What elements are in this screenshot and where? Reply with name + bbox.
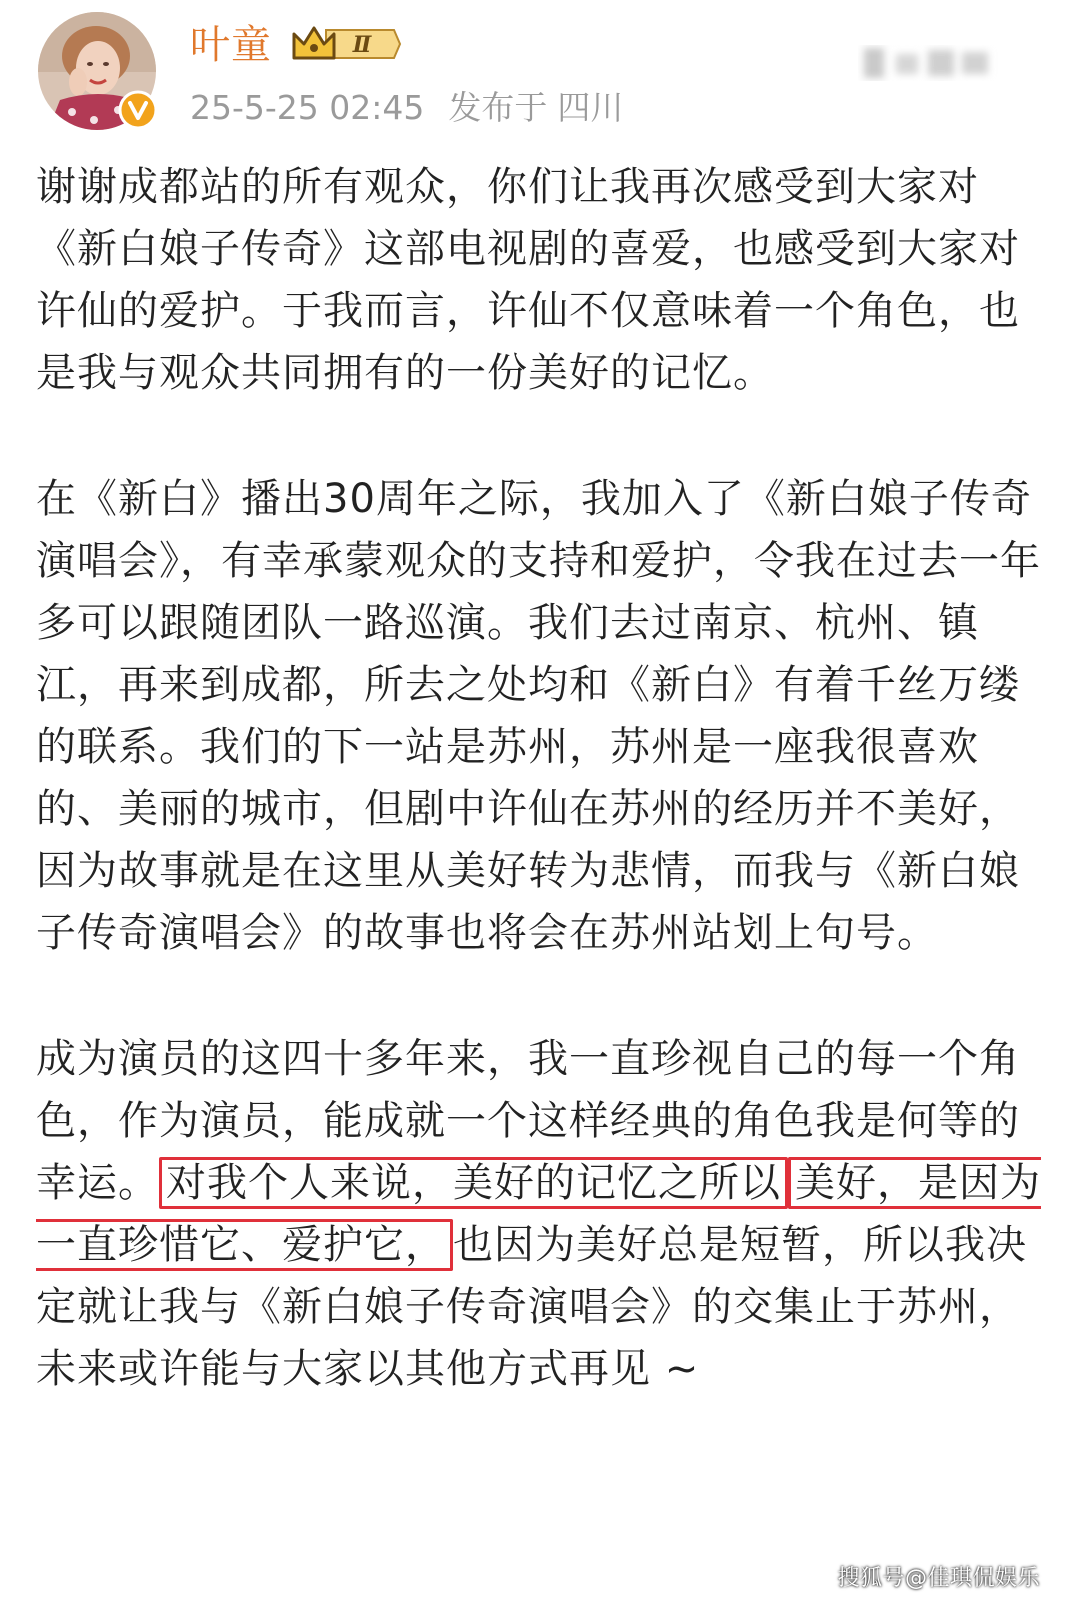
vip-level: Ⅱ xyxy=(352,32,372,58)
post-timestamp: 25-5-25 02:45 xyxy=(190,88,425,127)
crown-vip-icon[interactable] xyxy=(290,22,402,66)
paragraph-3-outro: 也因为美好总是短暂，所以我决定就让我与《新白娘子传奇演唱会》的交集止于苏州，未来或许能与大家以其他方式再见 ~ xyxy=(36,1222,1027,1392)
follow-button-blurred[interactable] xyxy=(858,40,998,86)
post-location: 四川 xyxy=(557,88,624,127)
post-paragraph-2: 在《新白》播出30周年之际，我加入了《新白娘子传奇演唱会》，有幸承蒙观众的支持和爱护，令我在过去一年多可以跟随团队一路巡演。我们去过南京、杭州、镇江，再来到成都，所去之处均和《新白》有着千丝万缕的联系。我们的下一站是苏州，苏州是一座我很喜欢的、美丽的城市，但剧中许仙在苏州的经历并不美好，因为故事就是在这里从美好转为悲情，而我与《新白娘子传奇演唱会》的故事也将会在苏州站划上句号。 xyxy=(36,476,1041,956)
post-header xyxy=(0,0,1080,140)
author-name[interactable]: 叶童 xyxy=(190,22,272,68)
post-meta xyxy=(190,86,623,130)
post-body xyxy=(36,156,1046,1400)
post-paragraph-3 xyxy=(36,1028,1046,1400)
location-label: 发布于 xyxy=(448,88,548,127)
highlight-box-2: 美好，是因为一直珍惜它、爱护它， xyxy=(36,1157,1041,1271)
highlight-box-1: 对我个人来说，美好的记忆之所以 xyxy=(159,1157,788,1209)
verified-v-icon xyxy=(118,90,158,130)
watermark: 搜狐号@佳琪侃娱乐 xyxy=(837,1566,1040,1591)
paragraph-3-intro: 成为演员的这四十多年来，我一直珍视自己的每一个角色，作为演员，能成就一个这样经典的角色我是何等的幸运。 xyxy=(36,1036,1020,1206)
post-paragraph-1: 谢谢成都站的所有观众，你们让我再次感受到大家对《新白娘子传奇》这部电视剧的喜爱，也感受到大家对许仙的爱护。于我而言，许仙不仅意味着一个角色，也是我与观众共同拥有的一份美好的记忆。 xyxy=(36,164,1020,396)
